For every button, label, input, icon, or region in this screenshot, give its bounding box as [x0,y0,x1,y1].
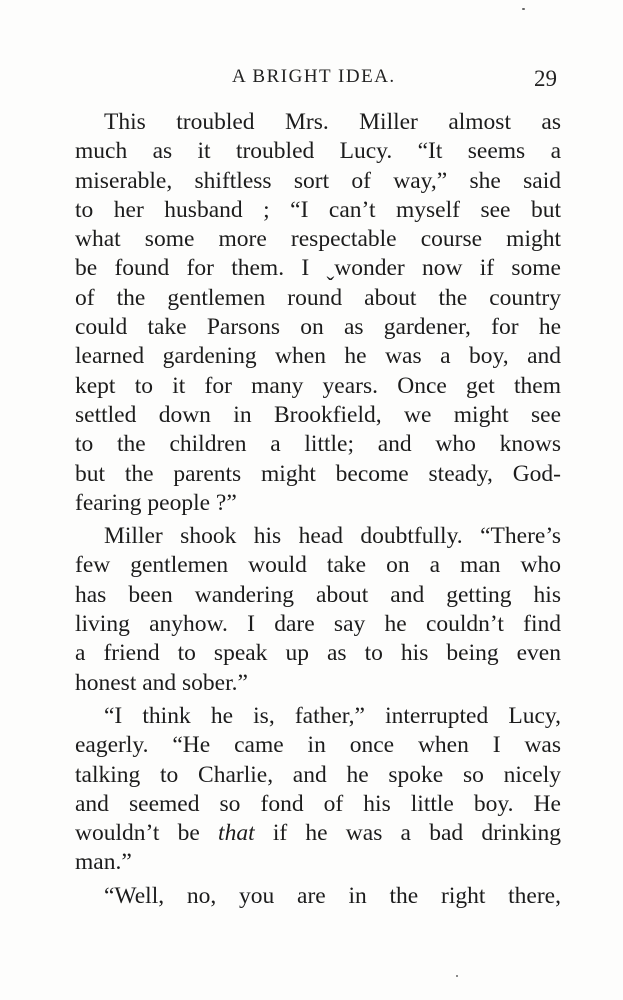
text-line: to the children a little; and who knows [75,431,561,458]
text-line: but the parents might become steady, God- [75,460,561,487]
text-line: honest and sober.” [75,669,248,696]
text-line: wouldn’t be that if he was a bad drinking [75,820,561,847]
paragraph [75,108,561,518]
text-line: This troubled Mrs. Miller almost as [104,109,561,135]
text-line: of the gentlemen round about the country [75,284,561,311]
paragraph [104,882,561,911]
text-line: to her husband ; “I can’t myself see but [75,196,561,223]
text-line: living anyhow. I dare say he couldn’t find [75,611,561,638]
text-line: man.” [75,849,132,876]
text-line: learned gardening when he was a boy, and [75,343,561,370]
emphasized-word: that [218,820,255,847]
text-line: “I think he is, father,” interrupted Lucy, [104,702,561,729]
body-text [75,108,561,911]
running-header: A BRIGHT IDEA. [232,66,396,87]
text-line: Miller shook his head doubtfully. “There’s [104,523,561,550]
text-line: settled down in Brookfield, we might see [75,401,561,428]
text-line: kept to it for many years. Once get them [75,372,561,399]
print-speck [522,8,525,10]
text-line: a friend to speak up as to his being even [75,640,561,667]
text-line: could take Parsons on as gardener, for he [75,314,561,341]
text-line: and seemed so fond of his little boy. He [75,790,561,817]
text-line: eagerly. “He came in once when I was [75,732,561,759]
text-line: be found for them. I ˬwonder now if some [75,255,561,282]
print-speck [456,975,458,977]
paragraph [75,522,561,698]
page-number: 29 [534,66,557,91]
text-line: “Well, no, you are in the right there, [104,882,561,909]
text-line: talking to Charlie, and he spoke so nicely [75,761,561,788]
text-line: much as it troubled Lucy. “It seems a [75,138,561,165]
text-line: miserable, shiftless sort of way,” she said [75,167,561,194]
paragraph [75,702,561,878]
text-line: fearing people ?” [75,489,237,516]
text-line: few gentlemen would take on a man who [75,552,561,579]
text-line: has been wandering about and getting his [75,581,561,608]
text-line: what some more respectable course might [75,226,561,253]
